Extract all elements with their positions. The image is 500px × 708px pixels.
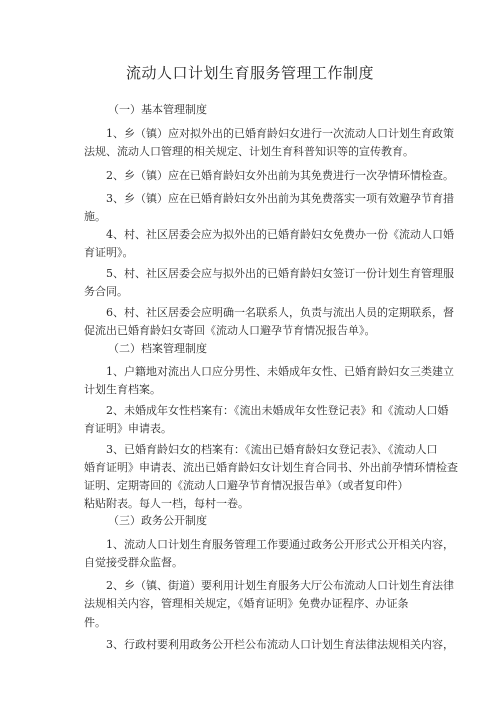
paragraph-line: 施。 bbox=[84, 210, 106, 223]
paragraph-line: 育证明》申请表。 bbox=[84, 422, 172, 435]
paragraph-line: 4、村、社区居委会应为拟外出的已婚育龄妇女免费办一份《流动人口婚 bbox=[106, 228, 454, 241]
paragraph-line: 法规相关内容，管理相关规定，《婚育证明》免费办证程序、办证条 bbox=[84, 597, 409, 610]
section-heading-archives: （二）档案管理制度 bbox=[108, 342, 207, 355]
paragraph-line: 促流出已婚育龄妇女寄回《流动人口避孕节育情况报告单》。 bbox=[84, 324, 376, 337]
paragraph-line: 1、乡（镇）应对拟外出的已婚育龄妇女进行一次流动人口计划生育政策 bbox=[106, 127, 454, 140]
paragraph-line: 3、已婚育龄妇女的档案有：《流出已婚育龄妇女登记表》、《流动人口 bbox=[106, 443, 438, 456]
paragraph-line: 婚育证明》申请表、流出已婚育龄妇女计划生育合同书、外出前孕情环情检查 bbox=[84, 461, 458, 474]
paragraph-line: 2、未婚成年女性档案有：《流出未婚成年女性登记表》和《流动人口婚 bbox=[106, 404, 449, 417]
paragraph-line: 育证明》。 bbox=[84, 246, 134, 259]
paragraph-line: 务合同。 bbox=[84, 285, 128, 298]
section-heading-disclosure: （三）政务公开制度 bbox=[108, 514, 207, 527]
paragraph-line: 2、乡（镇、街道）要利用计划生育服务大厅公布流动人口计划生育法律 bbox=[106, 579, 454, 592]
paragraph-line: 6、村、社区居委会应明确一名联系人，负责与流出人员的定期联系，督 bbox=[106, 306, 454, 319]
paragraph-line: 5、村、社区居委会应与拟外出的已婚育龄妇女签订一份计划生育管理服 bbox=[106, 267, 454, 280]
paragraph-line: 证明、定期寄回的《流动人口避孕节育情况报告单》（或者复印件） bbox=[84, 479, 409, 492]
paragraph-line: 1、流动人口计划生育服务管理工作要通过政务公开形式公开相关内容， bbox=[106, 538, 454, 551]
paragraph-line: 1、户籍地对流出人口应分男性、未婚成年女性、已婚育龄妇女三类建立 bbox=[106, 365, 454, 378]
document-title: 流动人口计划生育服务管理工作制度 bbox=[125, 64, 374, 82]
paragraph-line: 件。 bbox=[84, 616, 106, 629]
paragraph-line: 自觉接受群众监督。 bbox=[84, 556, 183, 569]
paragraph-line: 2、乡（镇）应在已婚育龄妇女外出前为其免费进行一次孕情环情检查。 bbox=[106, 169, 454, 182]
paragraph-line: 法规、流动人口管理的相关规定、计划生育科普知识等的宣传教育。 bbox=[84, 145, 414, 158]
paragraph-line: 3、乡（镇）应在已婚育龄妇女外出前为其免费落实一项有效避孕节育措 bbox=[106, 192, 454, 205]
paragraph-line: 粘贴附表。每人一档，每村一卷。 bbox=[84, 497, 249, 510]
paragraph-line: 计划生育档案。 bbox=[84, 383, 161, 396]
paragraph-line: 3、行政村要利用政务公开栏公布流动人口计划生育法律法规相关内容， bbox=[106, 638, 454, 651]
section-heading-basic: （一）基本管理制度 bbox=[108, 103, 207, 116]
